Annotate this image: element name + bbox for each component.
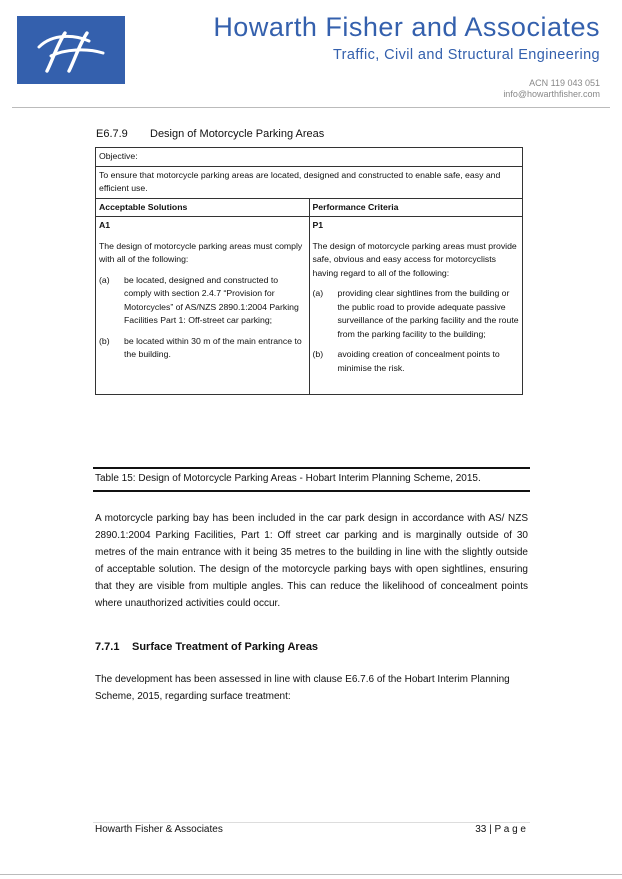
table-row (96, 217, 523, 395)
criteria-intro: The design of motorcycle parking areas must provide safe, obvious and easy access for motorcyclists having regard to all of the following: (312, 240, 517, 278)
company-email[interactable]: info@howarthfisher.com (503, 89, 600, 99)
table-caption: Table 15: Design of Motorcycle Parking Areas - Hobart Interim Planning Scheme, 2015. (95, 473, 481, 484)
hf-monogram-icon (29, 25, 113, 75)
body-paragraph: A motorcycle parking bay has been included in the car park design in accordance with AS/ NZS 2890.1:2004 Parking Facilities, Part 1: Off street car parking and is marginally outside of 30 metres of the main entrance with it being 35 metres to the building in line with the slightly outside of acceptable solution. The design of the motorcycle parking bays with open sightlines, ensuring that they are visible from multiple angles. This can reduce the likelihood of concealment points where unauthorized activities could occur. (95, 513, 528, 610)
subsection-title: Surface Treatment of Parking Areas (132, 641, 319, 653)
subsection-heading (95, 641, 318, 653)
company-tagline: Traffic, Civil and Structural Engineering (332, 47, 600, 63)
company-name: Howarth Fisher and Associates (213, 12, 600, 42)
performance-criteria-cell (309, 217, 523, 395)
list-item: (b) be located within 30 m of the main entrance to the building. (99, 335, 302, 359)
body-paragraph: The development has been assessed in line with clause E6.7.6 of the Hobart Interim Planning Scheme, 2015, regarding surface treatment: (95, 674, 510, 703)
section-title: Design of Motorcycle Parking Areas (150, 128, 325, 140)
objective-label-cell: Objective: (96, 148, 523, 167)
list-item: (b) avoiding creation of concealment points to minimise the risk. (312, 349, 500, 373)
page-number: 33 | P a g e (475, 824, 526, 835)
objective-text-cell: To ensure that motorcycle parking areas are located, designed and constructed to enable safe, easy and efficient use. (96, 166, 523, 198)
company-logo (17, 16, 125, 84)
table-row (96, 148, 523, 167)
table-row (96, 166, 523, 198)
criteria-code: P1 (312, 220, 324, 230)
page-edge (0, 874, 622, 875)
solution-intro: The design of motorcycle parking areas must comply with all of the following: (99, 240, 303, 264)
caption-rule-bottom (93, 490, 530, 492)
section-heading (96, 128, 324, 140)
performance-criteria-header: Performance Criteria (309, 198, 523, 217)
acceptable-solution-cell (96, 217, 310, 395)
section-number: E6.7.9 (96, 128, 128, 140)
list-item: (a) providing clear sightlines from the building or the public road to provide adequate passive surveillance of the parking facility and the route from the parking facility to the building; (312, 288, 519, 339)
caption-rule-top (93, 467, 530, 469)
subsection-number: 7.7.1 (95, 641, 120, 653)
acceptable-solutions-header: Acceptable Solutions (96, 198, 310, 217)
company-acn: ACN 119 043 051 (529, 78, 600, 88)
footer-divider (93, 822, 530, 823)
list-item: (a) be located, designed and constructed to comply with section 2.4.7 “Provision for Motorcycles” of AS/NZS 2890.1:2004 Parking Facilities Part 1: Off-street car parking; (99, 274, 299, 325)
solution-code: A1 (99, 220, 111, 230)
requirements-table (95, 147, 523, 395)
footer-company: Howarth Fisher & Associates (95, 824, 223, 835)
table-header-row (96, 198, 523, 217)
header-divider (12, 107, 610, 108)
